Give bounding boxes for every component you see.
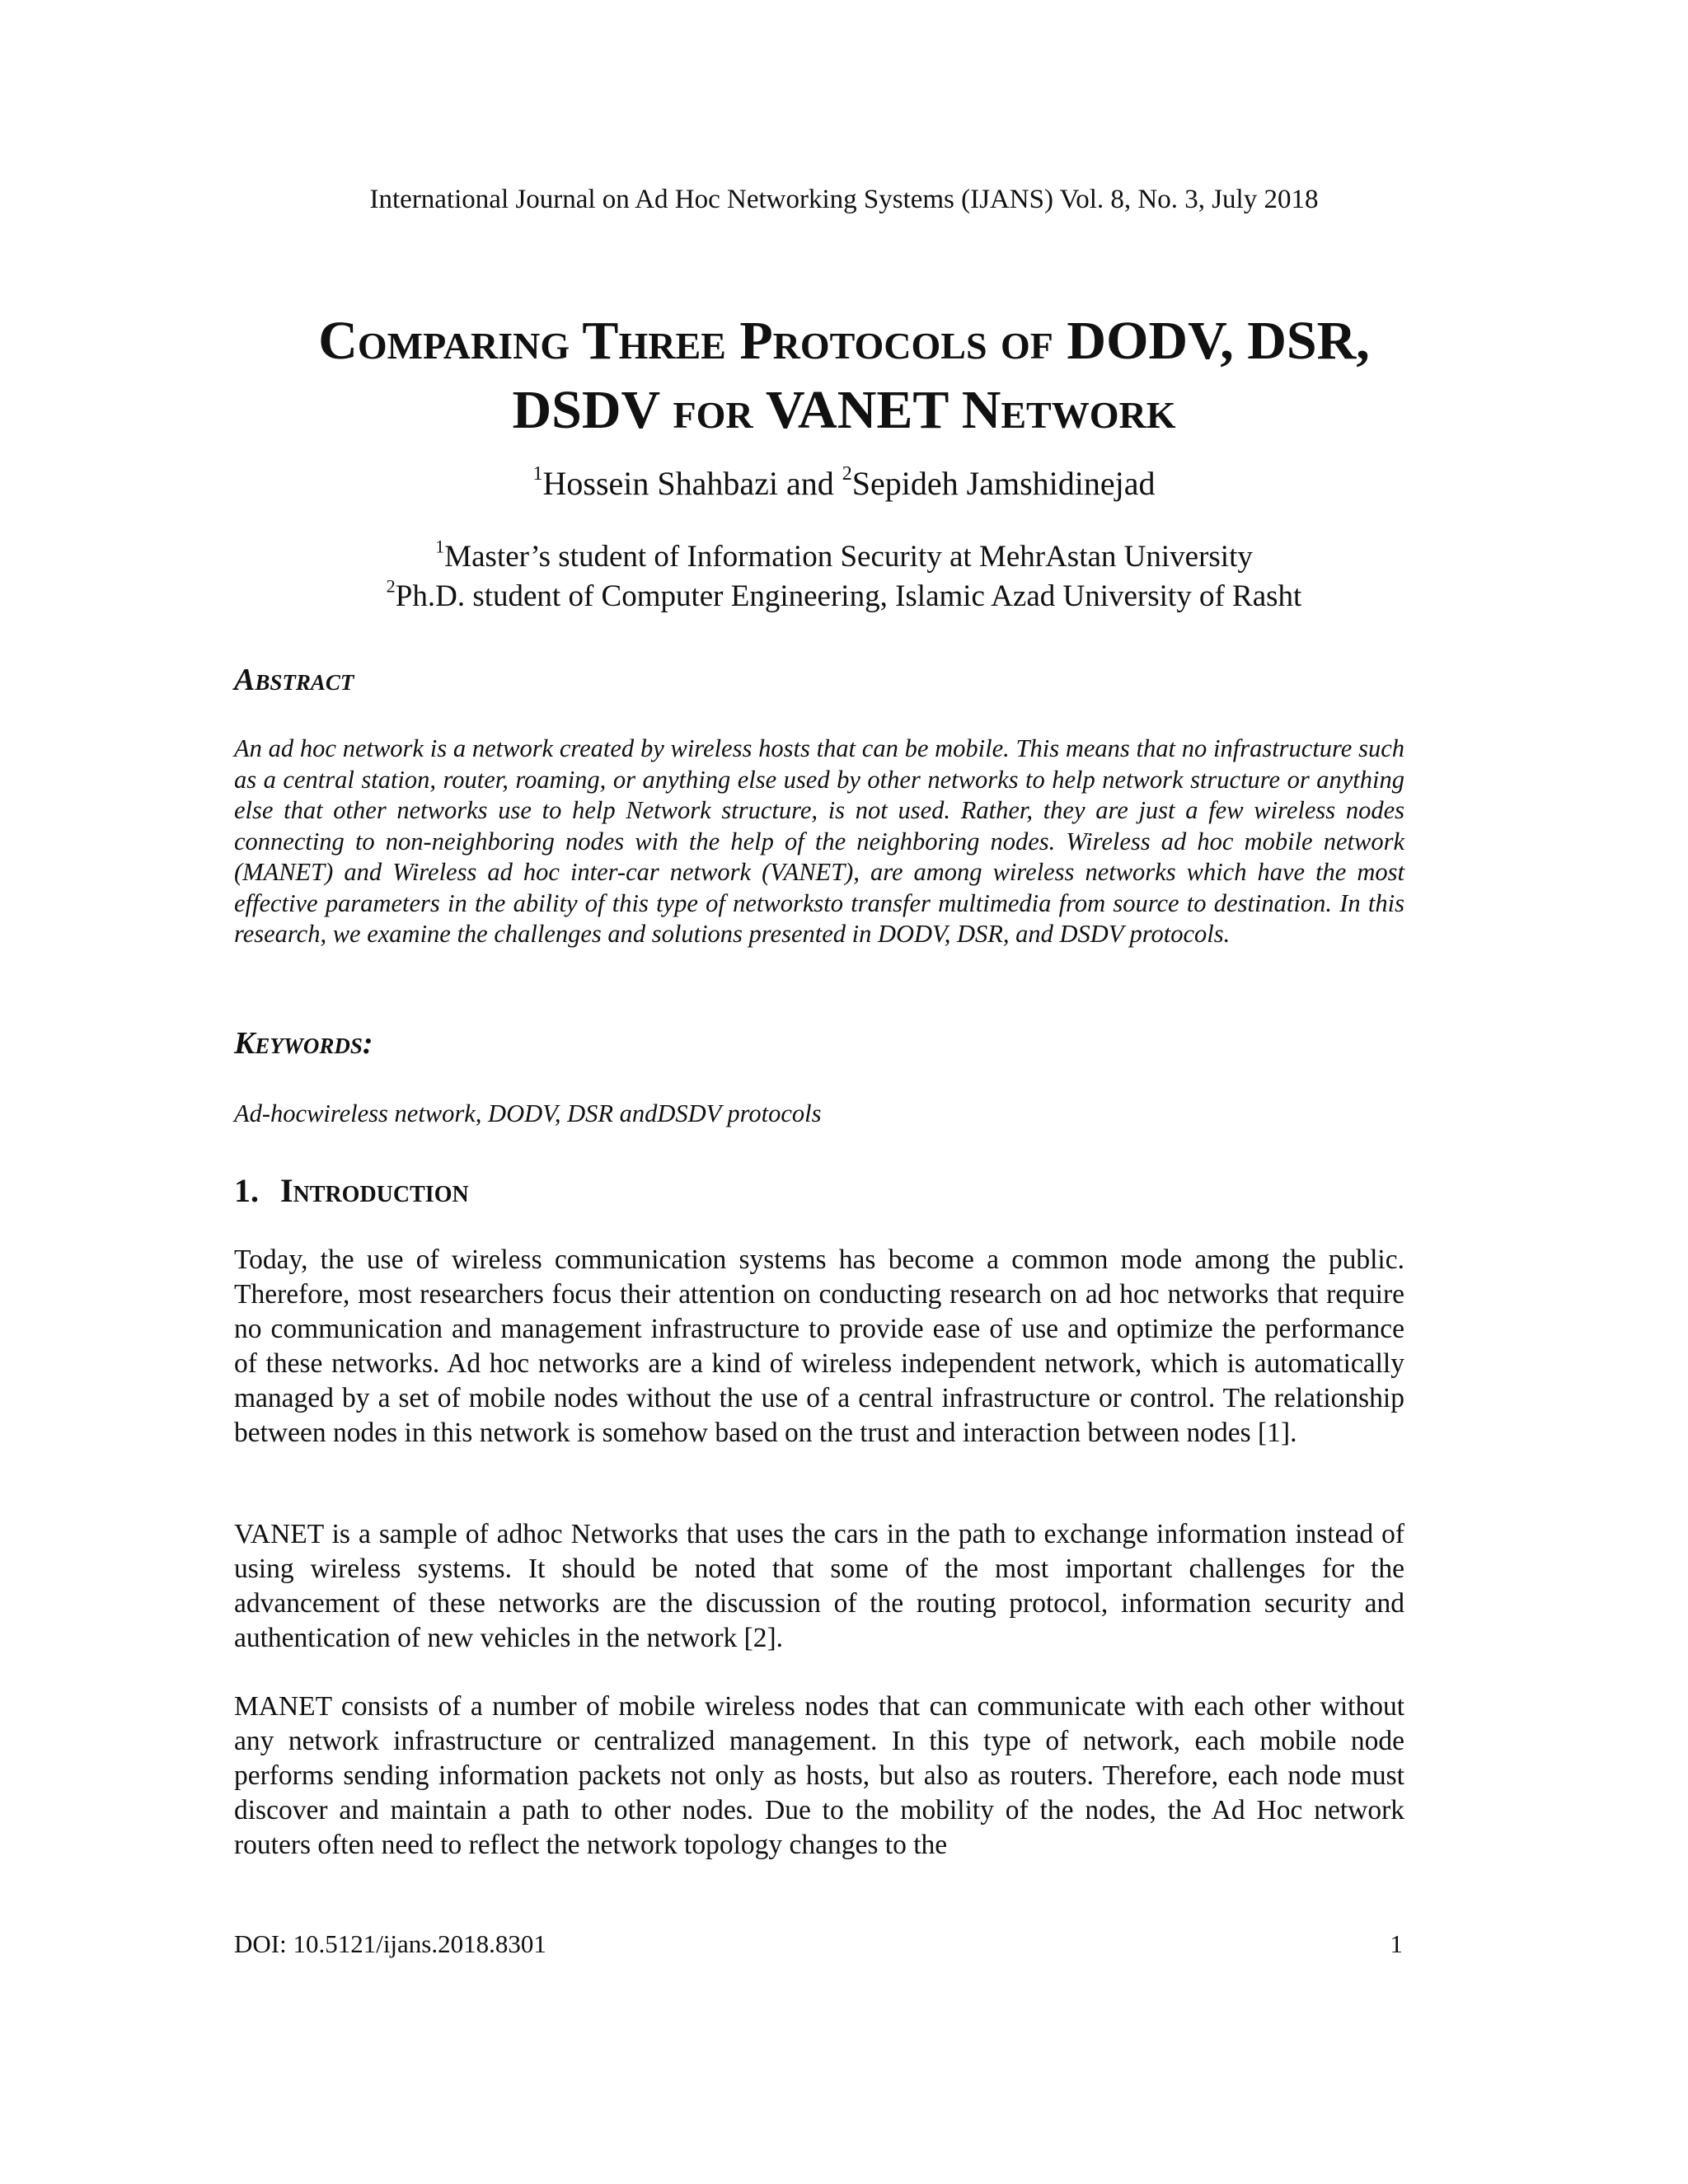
running-header: International Journal on Ad Hoc Networking Systems (IJANS) Vol. 8, No. 3, July 2018	[369, 185, 1319, 214]
paper-title	[165, 307, 1523, 445]
abstract-heading: Abstract	[234, 663, 354, 697]
author-list	[0, 462, 1688, 506]
author-conjunction: and	[778, 465, 842, 502]
keywords-text: Ad-hocwireless network, DODV, DSR andDSDV protocols	[234, 1099, 822, 1127]
author2-superscript: 2	[842, 463, 852, 485]
introduction-title: Introduction	[280, 1172, 469, 1209]
affiliation-2	[0, 577, 1688, 616]
author1-superscript: 1	[532, 463, 543, 485]
keywords-heading: Keywords:	[234, 1026, 373, 1061]
introduction-heading	[234, 1170, 469, 1212]
abstract-text: An ad hoc network is a network created by wireless hosts that can be mobile. This means that no infrastructure such as a central station, router, roaming, or anything else used by other networks to help network structure or anything else that other networks use to help Network structure, is not used. Rather, they are just a few wireless nodes connecting to non-neighboring nodes with the help of the neighboring nodes. Wireless ad hoc mobile network (MANET) and Wireless ad hoc inter-car network (VANET), are among wireless networks which have the most effective parameters in the ability of this type of networksto transfer multimedia from source to destination. In this research, we examine the challenges and solutions presented in DODV, DSR, and DSDV protocols.	[234, 734, 1404, 948]
affiliation-2-text: Ph.D. student of Computer Engineering, Islamic Azad University of Rasht	[395, 579, 1302, 613]
intro-paragraph-2: VANET is a sample of adhoc Networks that uses the cars in the path to exchange information instead of using wireless systems. It should be noted that some of the most important challenges for the advancement of these networks are the discussion of the routing protocol, information security and authentication of new vehicles in the network [2].	[234, 1519, 1404, 1653]
author-1: Hossein Shahbazi	[542, 465, 779, 502]
page-number: 1	[1390, 1929, 1403, 1958]
title-line-1: Comparing Three Protocols of DODV, DSR,	[318, 311, 1370, 371]
intro-paragraph-3: MANET consists of a number of mobile wireless nodes that can communicate with each other without any network infrastructure or centralized management. In this type of network, each mobile node performs sending information packets not only as hosts, but also as routers. Therefore, each node must discover and maintain a path to other nodes. Due to the mobility of the nodes, the Ad Hoc network routers often need to reflect the network topology changes to the	[234, 1691, 1404, 1860]
affiliation-1	[0, 537, 1688, 577]
intro-paragraph-1: Today, the use of wireless communication systems has become a common mode among the public. Therefore, most researchers focus their attention on conducting research on ad hoc networks that require no communication and management infrastructure to provide ease of use and optimize the performance of these networks. Ad hoc networks are a kind of wireless independent network, which is automatically managed by a set of mobile nodes without the use of a central infrastructure or control. The relationship between nodes in this network is somehow based on the trust and interaction between nodes [1].	[234, 1244, 1404, 1448]
author-2: Sepideh Jamshidinejad	[851, 465, 1156, 502]
affiliation-1-text: Master’s student of Information Security at MehrAstan University	[444, 540, 1253, 574]
affiliation1-superscript: 1	[435, 536, 445, 557]
doi-footer: DOI: 10.5121/ijans.2018.8301	[234, 1929, 546, 1958]
affiliation2-superscript: 2	[386, 575, 396, 597]
title-line-2: DSDV for VANET Network	[512, 380, 1176, 440]
affiliations	[0, 537, 1688, 616]
section-number: 1.	[234, 1172, 259, 1209]
